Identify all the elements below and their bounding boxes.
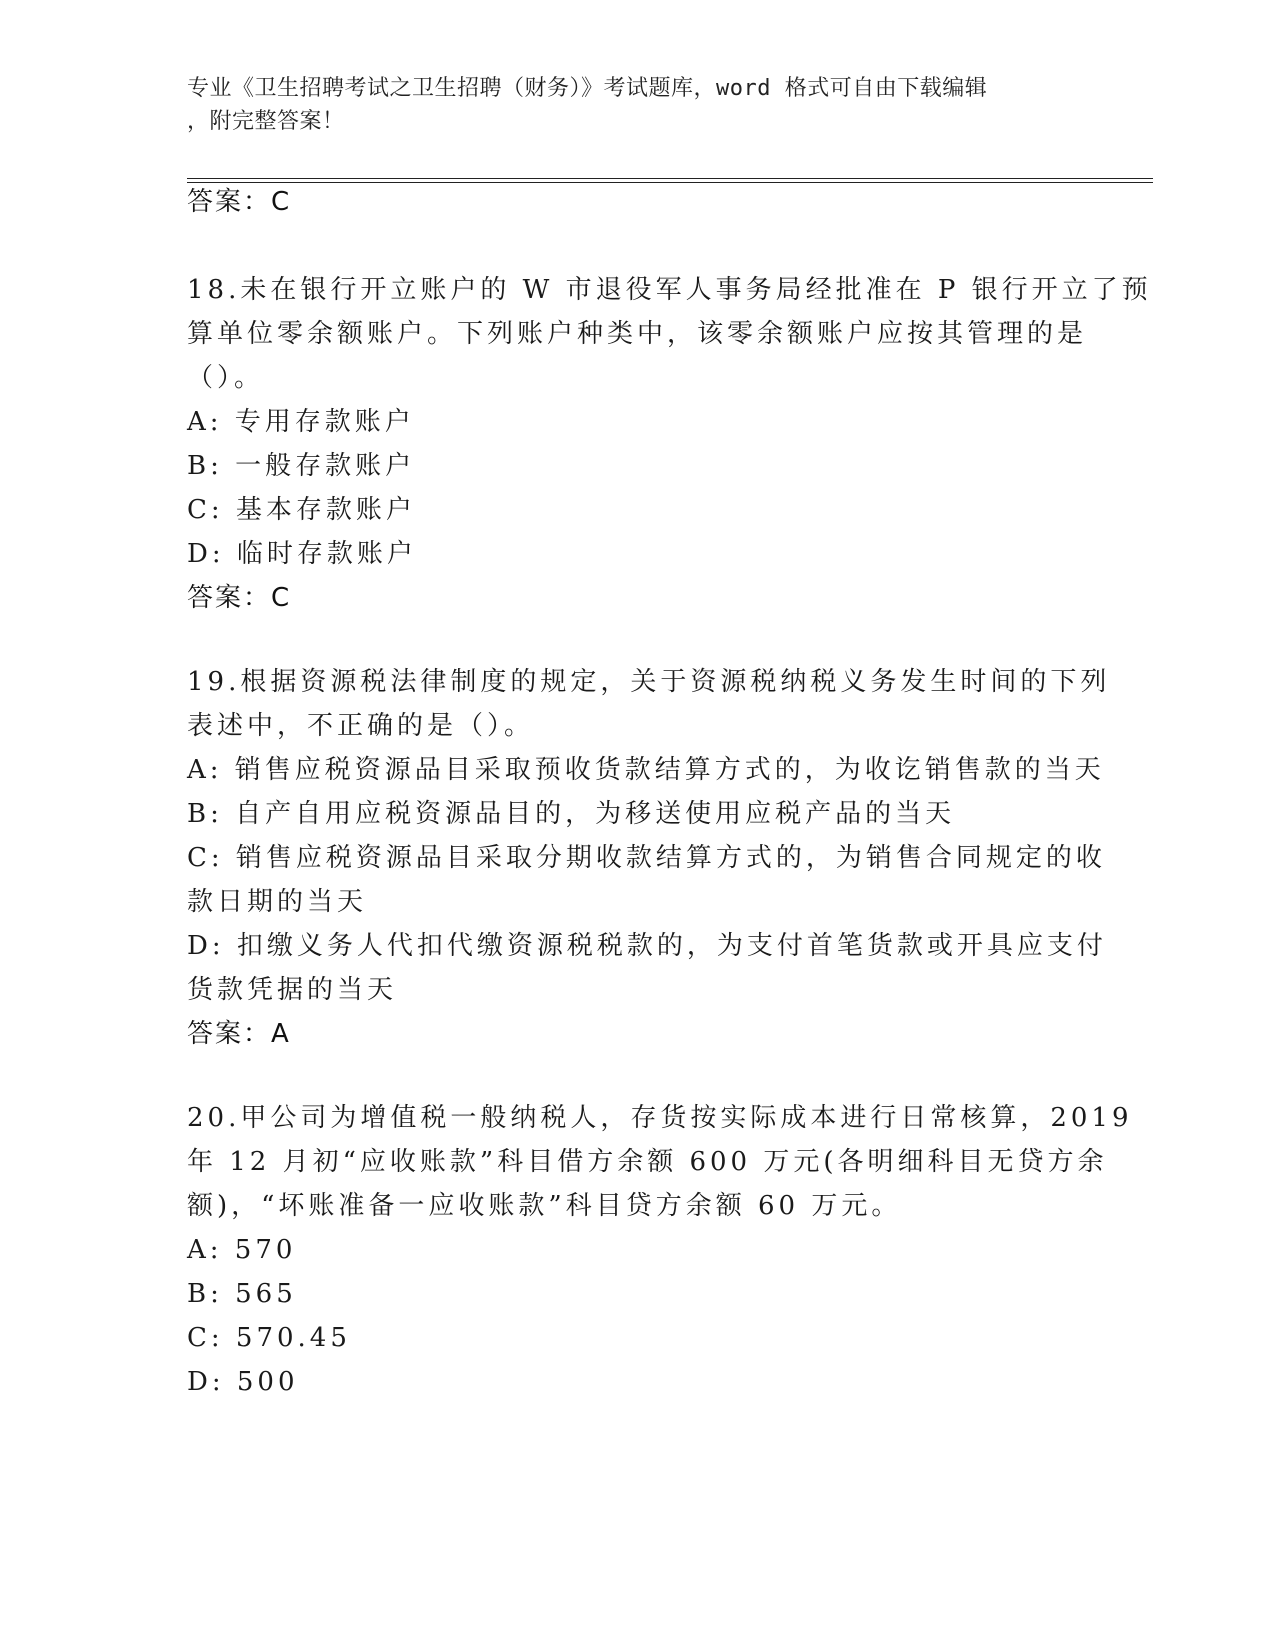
question-stem-line: 算单位零余额账户。下列账户种类中，该零余额账户应按其管理的是 bbox=[187, 319, 1088, 349]
option-b: B: 自产自用应税资源品目的，为移送使用应税产品的当天 bbox=[187, 799, 956, 829]
option-c-continued: 款日期的当天 bbox=[187, 887, 368, 917]
question-stem-line: 年 12 月初“应收账款”科目借方余额 600 万元(各明细科目无贷方余 bbox=[187, 1147, 1108, 1177]
option-d: D: 扣缴义务人代扣代缴资源税税款的，为支付首笔货款或开具应支付 bbox=[187, 931, 1107, 961]
question-stem-line: 18.未在银行开立账户的 W 市退役军人事务局经批准在 P 银行开立了预 bbox=[187, 275, 1152, 305]
header-line-2: ，附完整答案！ bbox=[187, 109, 345, 134]
header-line-1: 专业《卫生招聘考试之卫生招聘（财务）》考试题库，word 格式可自由下载编辑 bbox=[187, 76, 988, 101]
option-a: A: 570 bbox=[187, 1235, 297, 1265]
option-a: A: 销售应税资源品目采取预收货款结算方式的，为收讫销售款的当天 bbox=[187, 755, 1105, 785]
question-stem-line: （）。 bbox=[187, 363, 265, 393]
question-20 bbox=[187, 1096, 1133, 1404]
option-d: D: 500 bbox=[187, 1367, 299, 1397]
option-c: C: 销售应税资源品目采取分期收款结算方式的，为销售合同规定的收 bbox=[187, 843, 1106, 873]
previous-answer-block bbox=[187, 185, 1087, 219]
question-stem-line: 19.根据资源税法律制度的规定，关于资源税纳税义务发生时间的下列 bbox=[187, 667, 1111, 697]
option-c: C: 基本存款账户 bbox=[187, 495, 416, 525]
option-d-continued: 货款凭据的当天 bbox=[187, 975, 398, 1005]
option-d: D: 临时存款账户 bbox=[187, 539, 417, 569]
question-18 bbox=[187, 268, 1152, 620]
option-b: B: 一般存款账户 bbox=[187, 451, 416, 481]
header-divider-top bbox=[187, 178, 1153, 179]
document-header bbox=[187, 72, 1067, 138]
question-19 bbox=[187, 660, 1111, 1056]
question-stem-line: 额)，“坏账准备一应收账款”科目贷方余额 60 万元。 bbox=[187, 1191, 902, 1221]
answer-label: 答案：A bbox=[187, 1019, 291, 1049]
question-stem-line: 表述中，不正确的是（）。 bbox=[187, 711, 535, 741]
option-c: C: 570.45 bbox=[187, 1323, 351, 1353]
answer-label: 答案：C bbox=[187, 187, 292, 217]
question-stem-line: 20.甲公司为增值税一般纳税人，存货按实际成本进行日常核算，2019 bbox=[187, 1103, 1133, 1133]
answer-label: 答案：C bbox=[187, 583, 292, 613]
option-b: B: 565 bbox=[187, 1279, 297, 1309]
option-a: A: 专用存款账户 bbox=[187, 407, 415, 437]
header-divider-bottom bbox=[187, 182, 1153, 183]
